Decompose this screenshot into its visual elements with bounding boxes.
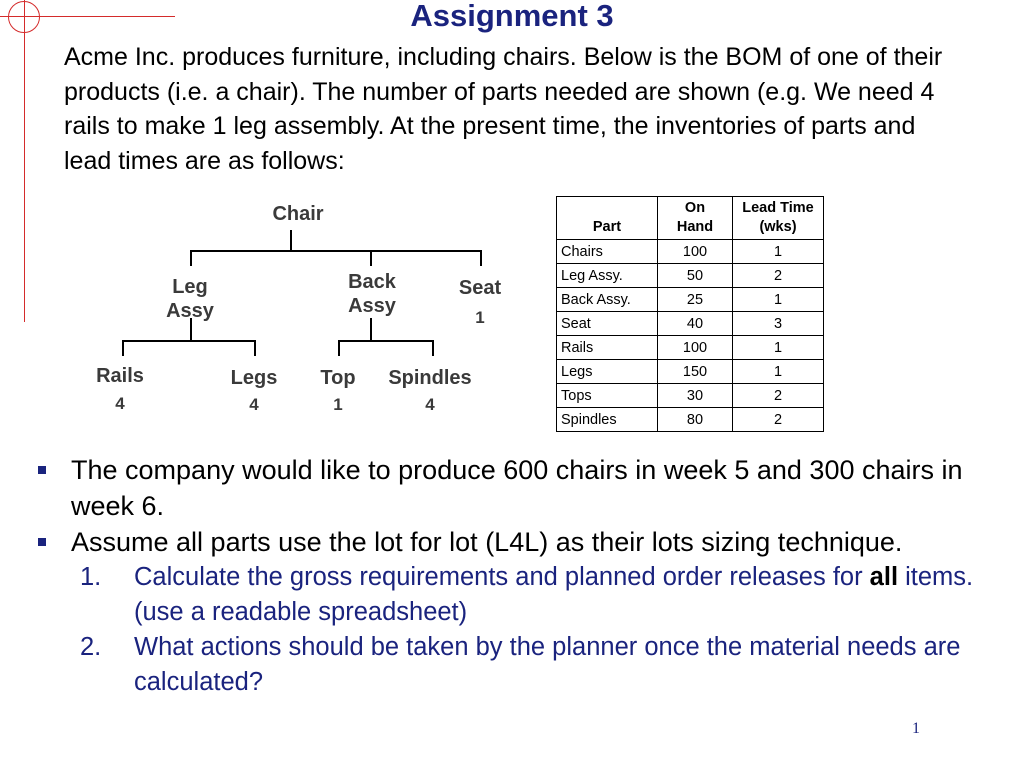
- bom-chair: Chair: [272, 203, 324, 225]
- square-bullet-icon: [38, 466, 46, 474]
- table-row: Tops 30 2: [557, 384, 824, 408]
- header-lead-time: Lead Time (wks): [733, 197, 824, 240]
- header-on-hand: On Hand: [658, 197, 733, 240]
- table-row: Rails 100 1: [557, 336, 824, 360]
- bom-spindles-qty: 4: [425, 395, 435, 414]
- bullet-item: Assume all parts use the lot for lot (L4L) as their lots sizing technique.: [36, 524, 981, 560]
- table-row: Back Assy. 25 1: [557, 288, 824, 312]
- task-item: 2. What actions should be taken by the planner once the material needs are calculated?: [80, 633, 961, 696]
- table-row: Spindles 80 2: [557, 408, 824, 432]
- bom-legs: Legs: [230, 367, 278, 389]
- bom-leg-assy: Leg Assy: [166, 276, 214, 322]
- slide-title: Assignment 3: [410, 0, 614, 33]
- bullet-item: The company would like to produce 600 chairs in week 5 and 300 chairs in week 6.: [36, 452, 981, 524]
- header-part: Part: [557, 197, 658, 240]
- bom-seat: Seat: [458, 277, 502, 299]
- bom-back-assy: Back Assy: [348, 271, 396, 317]
- slide-decoration-vertical-line: [24, 0, 25, 322]
- intro-paragraph: Acme Inc. produces furniture, including chairs. Below is the BOM of one of their products (i.e. a chair). The number of parts needed are shown (e.g. We need 4 rails to make 1 leg assembly. At the present time, the inventories of parts and lead times are as follows:: [64, 43, 943, 175]
- bom-legs-qty: 4: [249, 395, 259, 414]
- table-header-row: [557, 197, 824, 240]
- bom-spindles: Spindles: [388, 367, 472, 389]
- table-row: Chairs 100 1: [557, 240, 824, 264]
- bom-top-qty: 1: [333, 395, 343, 414]
- task-item: 1. Calculate the gross requirements and planned order releases for all items. (use a readable spreadsheet): [80, 563, 974, 626]
- bom-rails-qty: 4: [115, 394, 125, 413]
- table-row: Legs 150 1: [557, 360, 824, 384]
- inventory-table: [556, 196, 824, 432]
- bom-tree: [80, 190, 520, 430]
- bom-top: Top: [320, 367, 356, 389]
- square-bullet-icon: [38, 538, 46, 546]
- page-number: 1: [912, 720, 920, 737]
- bom-seat-qty: 1: [475, 308, 485, 327]
- table-row: Seat 40 3: [557, 312, 824, 336]
- bullet-list: [36, 452, 981, 700]
- bom-rails: Rails: [96, 365, 144, 387]
- table-row: Leg Assy. 50 2: [557, 264, 824, 288]
